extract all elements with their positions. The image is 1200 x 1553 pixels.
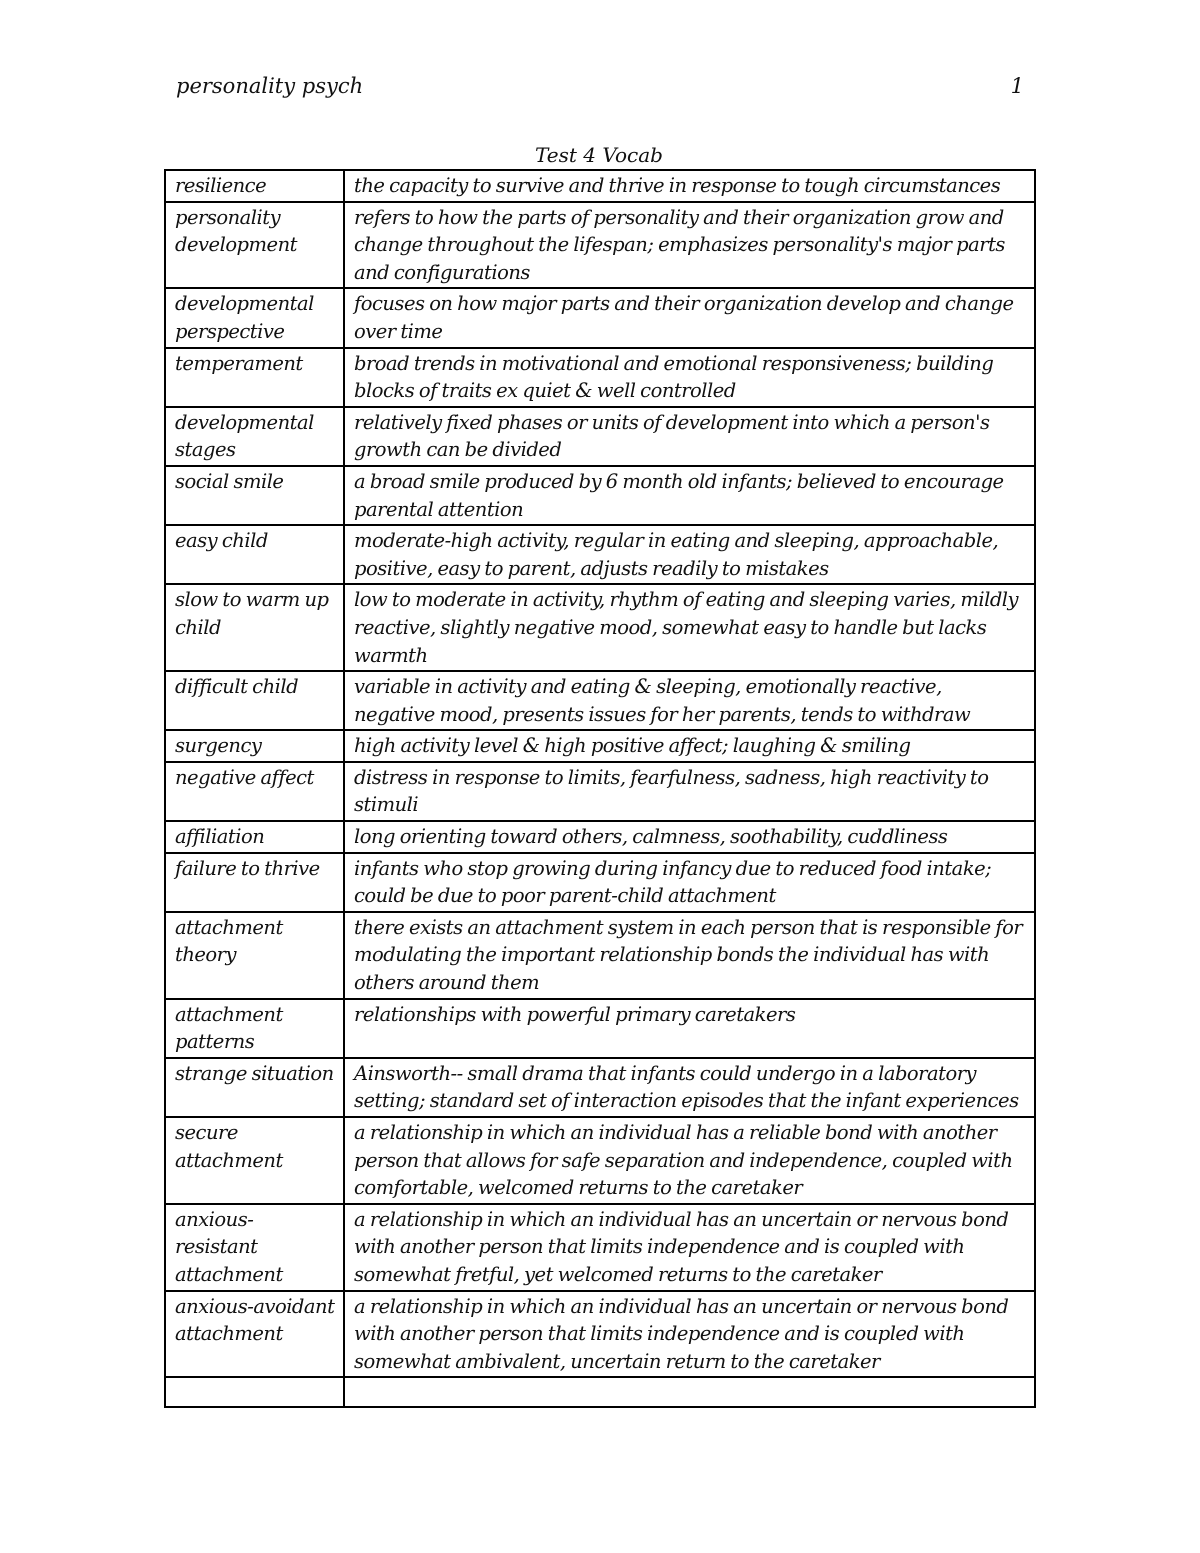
empty-table-row — [165, 1377, 1035, 1407]
table-row — [165, 1117, 1035, 1204]
definition-cell: low to moderate in activity, rhythm of eating and sleeping varies, mildly reactive, slightly negative mood, somewhat easy to handle but lacks warmth — [344, 584, 1035, 671]
definition-cell: distress in response to limits, fearfulness, sadness, high reactivity to stimuli — [344, 762, 1035, 821]
definition-cell: moderate-high activity, regular in eating and sleeping, approachable, positive, easy to parent, adjusts readily to mistakes — [344, 525, 1035, 584]
term-cell: easy child — [165, 525, 344, 584]
term-cell: strange situation — [165, 1058, 344, 1117]
page-number: 1 — [1010, 74, 1024, 98]
table-row — [165, 288, 1035, 347]
term-cell: attachment patterns — [165, 999, 344, 1058]
vocab-table — [164, 169, 1036, 1408]
term-cell: personality development — [165, 202, 344, 289]
definition-cell: a broad smile produced by 6 month old infants; believed to encourage parental attention — [344, 466, 1035, 525]
definition-cell: there exists an attachment system in each person that is responsible for modulating the important relationship bonds the individual has with others around them — [344, 912, 1035, 999]
definition-cell: broad trends in motivational and emotional responsiveness; building blocks of traits ex quiet & well controlled — [344, 348, 1035, 407]
table-row — [165, 407, 1035, 466]
term-cell: failure to thrive — [165, 853, 344, 912]
term-cell: temperament — [165, 348, 344, 407]
definition-cell: a relationship in which an individual has an uncertain or nervous bond with another person that limits independence and is coupled with somewhat ambivalent, uncertain return to the caretaker — [344, 1291, 1035, 1378]
table-row — [165, 202, 1035, 289]
term-cell: anxious-avoidant attachment — [165, 1291, 344, 1378]
term-cell: attachment theory — [165, 912, 344, 999]
table-row — [165, 1291, 1035, 1378]
term-cell: anxious-resistant attachment — [165, 1204, 344, 1291]
table-row — [165, 730, 1035, 762]
table-row — [165, 525, 1035, 584]
table-row — [165, 999, 1035, 1058]
table-row — [165, 671, 1035, 730]
table-row — [165, 762, 1035, 821]
empty-term-cell — [165, 1377, 344, 1407]
term-cell: developmental perspective — [165, 288, 344, 347]
table-row — [165, 912, 1035, 999]
term-cell: surgency — [165, 730, 344, 762]
table-row — [165, 170, 1035, 202]
term-cell: developmental stages — [165, 407, 344, 466]
table-row — [165, 348, 1035, 407]
document-title: Test 4 Vocab — [535, 143, 663, 167]
term-cell: affiliation — [165, 821, 344, 853]
term-cell: resilience — [165, 170, 344, 202]
table-row — [165, 584, 1035, 671]
table-row — [165, 853, 1035, 912]
term-cell: negative affect — [165, 762, 344, 821]
definition-cell: the capacity to survive and thrive in response to tough circumstances — [344, 170, 1035, 202]
definition-cell: infants who stop growing during infancy due to reduced food intake; could be due to poor parent-child attachment — [344, 853, 1035, 912]
definition-cell: refers to how the parts of personality and their organization grow and change throughout the lifespan; emphasizes personality's major parts and configurations — [344, 202, 1035, 289]
empty-definition-cell — [344, 1377, 1035, 1407]
definition-cell: relatively fixed phases or units of development into which a person's growth can be divided — [344, 407, 1035, 466]
term-cell: slow to warm up child — [165, 584, 344, 671]
table-row — [165, 821, 1035, 853]
definition-cell: a relationship in which an individual has an uncertain or nervous bond with another person that limits independence and is coupled with somewhat fretful, yet welcomed returns to the caretaker — [344, 1204, 1035, 1291]
table-row — [165, 1058, 1035, 1117]
definition-cell: relationships with powerful primary caretakers — [344, 999, 1035, 1058]
table-row — [165, 466, 1035, 525]
definition-cell: focuses on how major parts and their organization develop and change over time — [344, 288, 1035, 347]
term-cell: social smile — [165, 466, 344, 525]
term-cell: difficult child — [165, 671, 344, 730]
definition-cell: high activity level & high positive affect; laughing & smiling — [344, 730, 1035, 762]
definition-cell: variable in activity and eating & sleeping, emotionally reactive, negative mood, presents issues for her parents, tends to withdraw — [344, 671, 1035, 730]
table-row — [165, 1204, 1035, 1291]
definition-cell: Ainsworth-- small drama that infants could undergo in a laboratory setting; standard set of interaction episodes that the infant experiences — [344, 1058, 1035, 1117]
term-cell: secure attachment — [165, 1117, 344, 1204]
definition-cell: long orienting toward others, calmness, soothability, cuddliness — [344, 821, 1035, 853]
definition-cell: a relationship in which an individual has a reliable bond with another person that allows for safe separation and independence, coupled with comfortable, welcomed returns to the caretaker — [344, 1117, 1035, 1204]
running-header: personality psych — [176, 74, 364, 98]
